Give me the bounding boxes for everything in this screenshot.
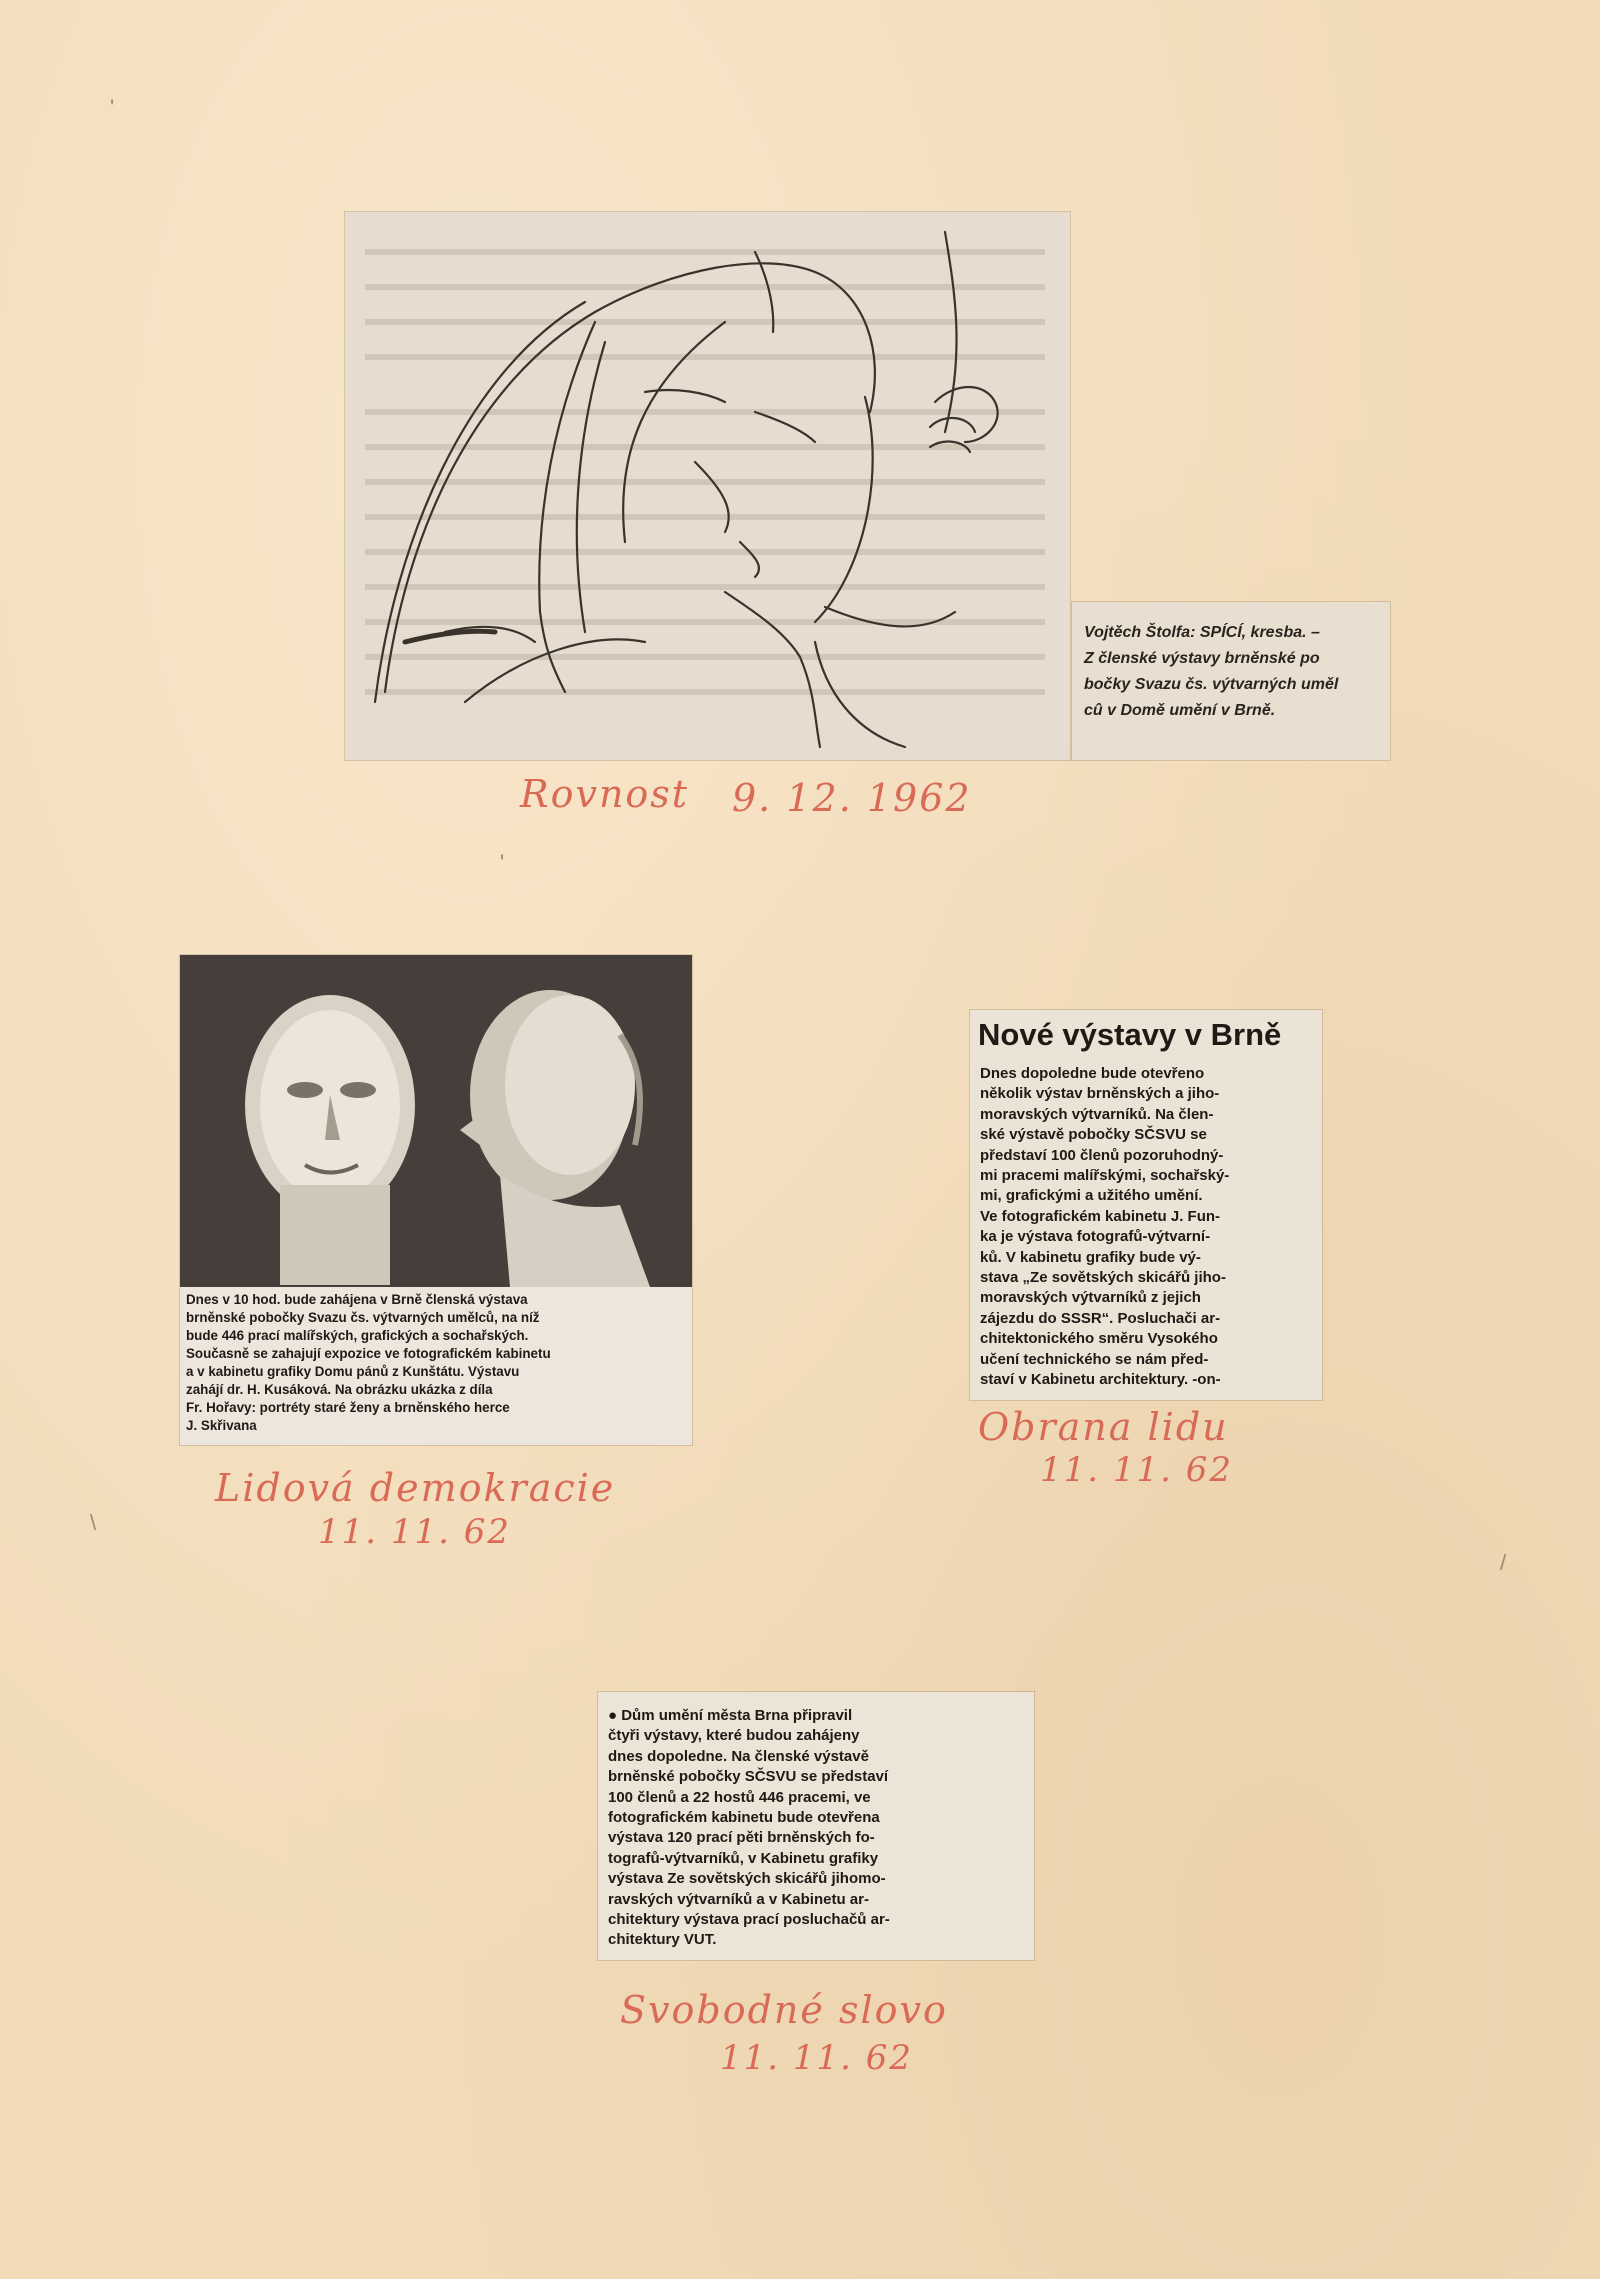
date-label-rovnost: 9. 12. 1962 <box>732 776 972 820</box>
clipping-dum-umeni <box>598 1692 1034 1960</box>
clipping-drawing <box>345 212 1070 760</box>
source-label-rovnost: Rovnost <box>520 772 690 816</box>
clipping-drawing-caption-box <box>1072 602 1390 760</box>
date-label-svobodne-slovo: 11. 11. 62 <box>720 2038 914 2078</box>
source-label-svobodne-slovo: Svobodné slovo <box>620 1988 948 2032</box>
nove-vystavy-body: Dnes dopoledne bude otevřeno několik výstav brněnských a jiho- moravských výtvarníků. Na člen- ské výstavě pobočky SČSVU se představí 100 členů pozoruhodný- mi pracemi malířskými, sochařský- mi, grafickými a užitého umění. Ve fotografickém kabinetu J. Fun- ka je výstava fotografů-výtvarní- ků. V kabinetu grafiky bude vý- stava „Ze sovětských skicářů jiho- moravských výtvarníků z jejich zájezdu do SSSR“. Posluchači ar- chitektonického směru Vysokého učení technického se nám před- staví v Kabinetu architektury. -on- <box>980 1065 1230 1389</box>
pencil-mark: \ <box>90 1510 97 1535</box>
sculpture-portraits-photo <box>180 955 692 1287</box>
pencil-mark: ' <box>110 95 115 120</box>
drawing-caption: Vojtěch Štolfa: SPÍCÍ, kresba. – Z členské výstavy brněnské po bočky Svazu čs. výtvarných uměl cû v Domě umění v Brně. <box>1084 624 1339 719</box>
pencil-mark: ' <box>500 850 505 875</box>
dum-umeni-body: ● Dům umění města Brna připravil čtyři výstavy, které budou zahájeny dnes dopoledne. Na členské výstavě brněnské pobočky SČSVU se představí 100 členů a 22 hostů 446 pracemi, ve fotografickém kabinetu bude otevřena výstava 120 prací pěti brněnských fo- tografů-výtvarníků, v Kabinetu grafiky výstava Ze sovětských skicářů jihomo- ravských výtvarníků a v Kabinetu ar- chitektury výstava prací posluchačů ar- chitektury VUT. <box>608 1707 890 1949</box>
clipping-nove-vystavy <box>970 1010 1322 1400</box>
date-label-lidova-demokracie: 11. 11. 62 <box>318 1512 512 1552</box>
clipping-sculptures <box>180 955 692 1445</box>
sleeping-woman-drawing <box>345 212 1070 760</box>
source-label-obrana-lidu: Obrana lidu <box>978 1405 1229 1449</box>
date-label-obrana-lidu: 11. 11. 62 <box>1040 1450 1234 1490</box>
nove-vystavy-headline: Nové výstavy v Brně <box>978 1017 1282 1052</box>
pencil-mark: / <box>1500 1550 1507 1575</box>
sculptures-caption: Dnes v 10 hod. bude zahájena v Brně členská výstava brněnské pobočky Svazu čs. výtvarných umělců, na níž bude 446 prací malířských, grafických a sochařských. Současně se zahajují expozice ve fotografickém kabinetu a v kabinetu grafiky Domu pánů z Kunštátu. Výstavu zahájí dr. H. Kusáková. Na obrázku ukázka z díla Fr. Hořavy: portréty staré ženy a brněnského herce J. Skřivana <box>186 1292 551 1433</box>
source-label-lidova-demokracie: Lidová demokracie <box>215 1466 616 1510</box>
